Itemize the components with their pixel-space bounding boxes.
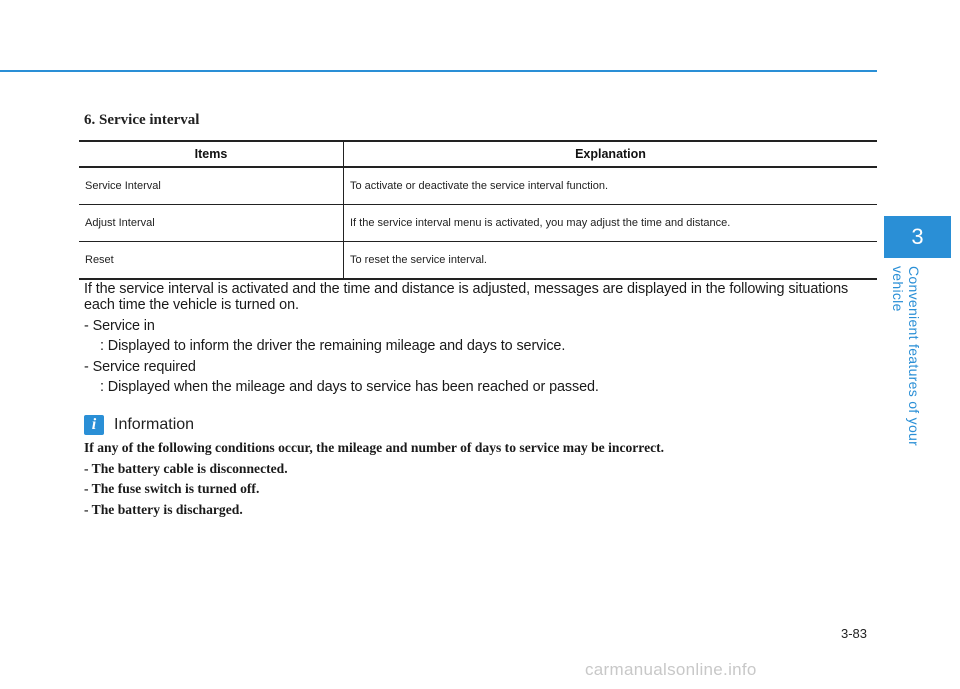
- table-cell-explanation: If the service interval menu is activated, you may adjust the time and distance.: [344, 205, 878, 242]
- table-cell-explanation: To activate or deactivate the service interval function.: [344, 167, 878, 205]
- service-interval-table: [79, 140, 877, 280]
- column-header-explanation: Explanation: [344, 141, 878, 167]
- table-row: [79, 242, 877, 280]
- table-row: [79, 167, 877, 205]
- list-item-description: : Displayed to inform the driver the remaining mileage and days to service.: [100, 338, 566, 354]
- information-bullet: - The battery cable is disconnected.: [84, 460, 288, 476]
- table-row: [79, 205, 877, 242]
- information-title: Information: [114, 416, 195, 433]
- watermark: carmanualsonline.info: [585, 660, 757, 679]
- chapter-title: Convenient features of your vehicle: [890, 266, 922, 447]
- section-title: 6. Service interval: [84, 112, 200, 128]
- column-header-items: Items: [79, 141, 344, 167]
- table-cell-item: Reset: [79, 242, 344, 280]
- information-bullet: - The battery is discharged.: [84, 501, 243, 517]
- table-header-row: [79, 141, 877, 167]
- info-icon: i: [84, 415, 104, 435]
- table-cell-item: Adjust Interval: [79, 205, 344, 242]
- information-heading: [84, 415, 194, 435]
- information-bullet: - The fuse switch is turned off.: [84, 481, 260, 496]
- body-text: [84, 281, 879, 395]
- list-item-label: - Service in: [84, 318, 155, 334]
- table-cell-item: Service Interval: [79, 167, 344, 205]
- information-text: [84, 440, 879, 522]
- intro-paragraph: If the service interval is activated and the time and distance is adjusted, messages are displayed in the following situations each time the vehicle is turned on.: [84, 281, 849, 313]
- information-lead: If any of the following conditions occur, the mileage and number of days to service may be incorrect.: [84, 440, 665, 455]
- list-item-description: : Displayed when the mileage and days to service has been reached or passed.: [100, 379, 599, 395]
- page-number: 3-83: [841, 626, 868, 641]
- table-cell-explanation: To reset the service interval.: [344, 242, 878, 280]
- header-rule: [0, 70, 877, 72]
- chapter-tab: 3: [884, 216, 951, 258]
- list-item-label: - Service required: [84, 359, 196, 375]
